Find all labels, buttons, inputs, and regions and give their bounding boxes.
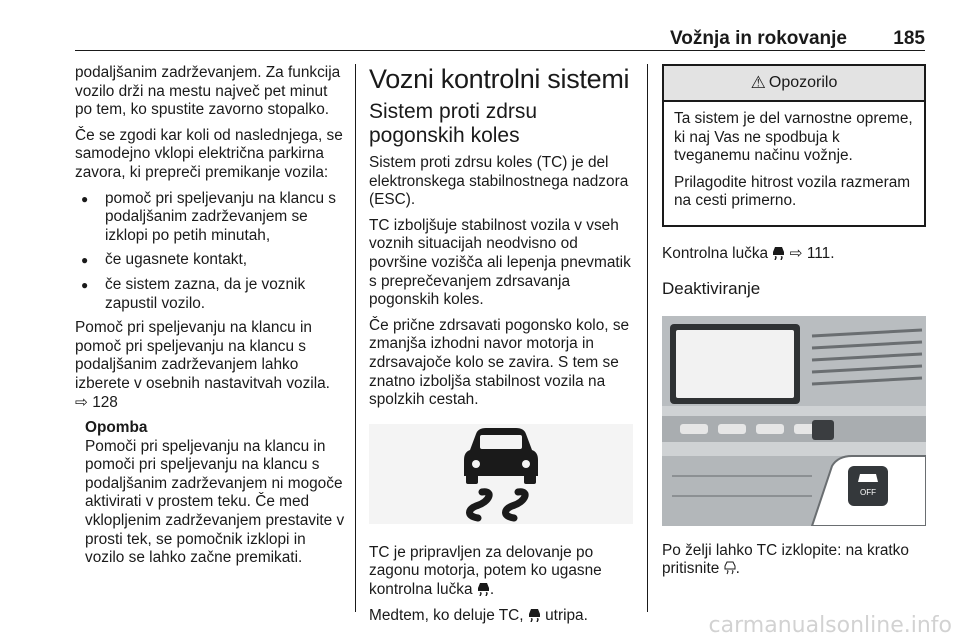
traction-control-illustration <box>369 424 633 524</box>
paragraph-text: Po želji lahko TC izklopite: na kratko pritisnite <box>662 541 909 578</box>
page-number: 185 <box>893 28 925 49</box>
page-header <box>75 28 925 51</box>
deactivation-heading: Deaktiviranje <box>662 278 761 298</box>
traction-control-icon <box>446 426 556 522</box>
paragraph-text: Kontrolna lučka <box>662 244 769 262</box>
paragraph: Če se zgodi kar koli od naslednjega, se samodejno vklopi električna parkirna zavora, ki prepreči premikanje vozila: <box>75 126 343 181</box>
warning-body <box>664 102 924 225</box>
column-2 <box>369 64 633 632</box>
off-button-label: OFF <box>860 488 876 498</box>
paragraph <box>75 319 347 412</box>
reference-arrow-icon: ⇨ <box>789 244 803 262</box>
warning-title: Opozorilo <box>768 73 838 91</box>
paragraph: TC je pripravljen za delovanje po zagonu motorja, potem ko ugasne kontrolna lučka . <box>369 543 602 598</box>
tc-off-button-icon <box>724 561 736 575</box>
paragraph: Sistem proti zdrsu koles (TC) je del elektronskega stabilnostnega nadzora (ESC). <box>369 154 629 209</box>
column-divider-2 <box>647 64 648 612</box>
watermark: carmanualsonline.info <box>708 613 952 638</box>
paragraph: podaljšanim zadrževanjem. Za funkcija vozilo drži na mestu največ pet minut po tem, ko spustite zavorno stopalko. <box>75 64 341 119</box>
paragraph-text: utripa. <box>545 606 588 624</box>
page-reference[interactable] <box>75 394 118 411</box>
section-title: Vozni kontrolni sistemi <box>369 64 630 94</box>
warning-text: Prilagodite hitrost vozila razmeram na cesti primerno. <box>674 173 911 210</box>
paragraph: Če prične zdrsavati pogonsko kolo, se zmanjša izhodni navor motorja in zdrsavajoče kolo se zavira. S tem se znatno izboljša stabilnost vozila na spolzkih cestah. <box>369 316 630 409</box>
console-photo <box>662 316 926 526</box>
paragraph-text: Pomoč pri speljevanju na klancu in pomoč pri speljevanju na klancu s podaljšanim zadrževanjem lahko izberete v osebnih nastavitvah vozila. <box>75 319 330 392</box>
warning-header <box>664 66 924 102</box>
column-1 <box>75 64 347 568</box>
paragraph <box>369 607 633 626</box>
reference-page: 128 <box>92 393 118 411</box>
reference-arrow-icon: ⇨ <box>75 393 88 411</box>
note-title: Opomba <box>85 419 148 437</box>
note-text: Pomoči pri speljevanju na klancu in pomoči pri speljevanju na klancu s podaljšanim zadrževanjem ni mogoče aktivirati v prostem teku. Če med vklopljenim zadrževanjem prestavite v prosti tek, se pomočnik izklopi in vozilo se lahko začne premikati. <box>85 437 345 567</box>
subsection-title: Sistem proti zdrsu pogonskih koles <box>369 100 538 147</box>
note-block <box>75 419 347 568</box>
reference-page: 111. <box>806 244 835 262</box>
paragraph: TC izboljšuje stabilnost vozila v vseh voznih situacijah neodvisno od površine vozišča ali lepenja pnevmatik s preprečevanjem zdrsavanja pogonskih koles. <box>369 216 631 309</box>
column-divider-1 <box>355 64 356 612</box>
warning-text: Ta sistem je del varnostne opreme, ki naj Vas ne spodbuja k tveganemu načinu vožnje. <box>674 110 913 165</box>
paragraph <box>662 245 926 264</box>
traction-control-lamp-icon <box>772 246 785 260</box>
paragraph-text: TC je pripravljen za delovanje po zagonu motorja, potem ko ugasne kontrolna lučka <box>369 543 602 598</box>
paragraph-text: Medtem, ko deluje TC, <box>369 606 524 624</box>
traction-control-lamp-icon <box>528 608 541 622</box>
page-title: Vožnja in rokovanje <box>669 28 847 49</box>
column-3 <box>662 64 926 586</box>
warning-triangle-icon: ⚠ <box>750 72 766 92</box>
list-item: ● če ugasnete kontakt, <box>75 251 347 270</box>
page-reference[interactable] <box>790 245 835 262</box>
paragraph: Po želji lahko TC izklopite: na kratko pritisnite . <box>662 541 909 578</box>
list-item: ● pomoč pri speljevanju na klancu s podaljšanim zadrževanjem se izklopi po petih minutah, <box>75 190 347 246</box>
warning-box <box>662 64 926 227</box>
traction-control-lamp-icon <box>477 582 490 596</box>
bullet-list <box>75 190 347 314</box>
list-item: ● če sistem zazna, da je voznik zapustil vozilo. <box>75 276 347 313</box>
